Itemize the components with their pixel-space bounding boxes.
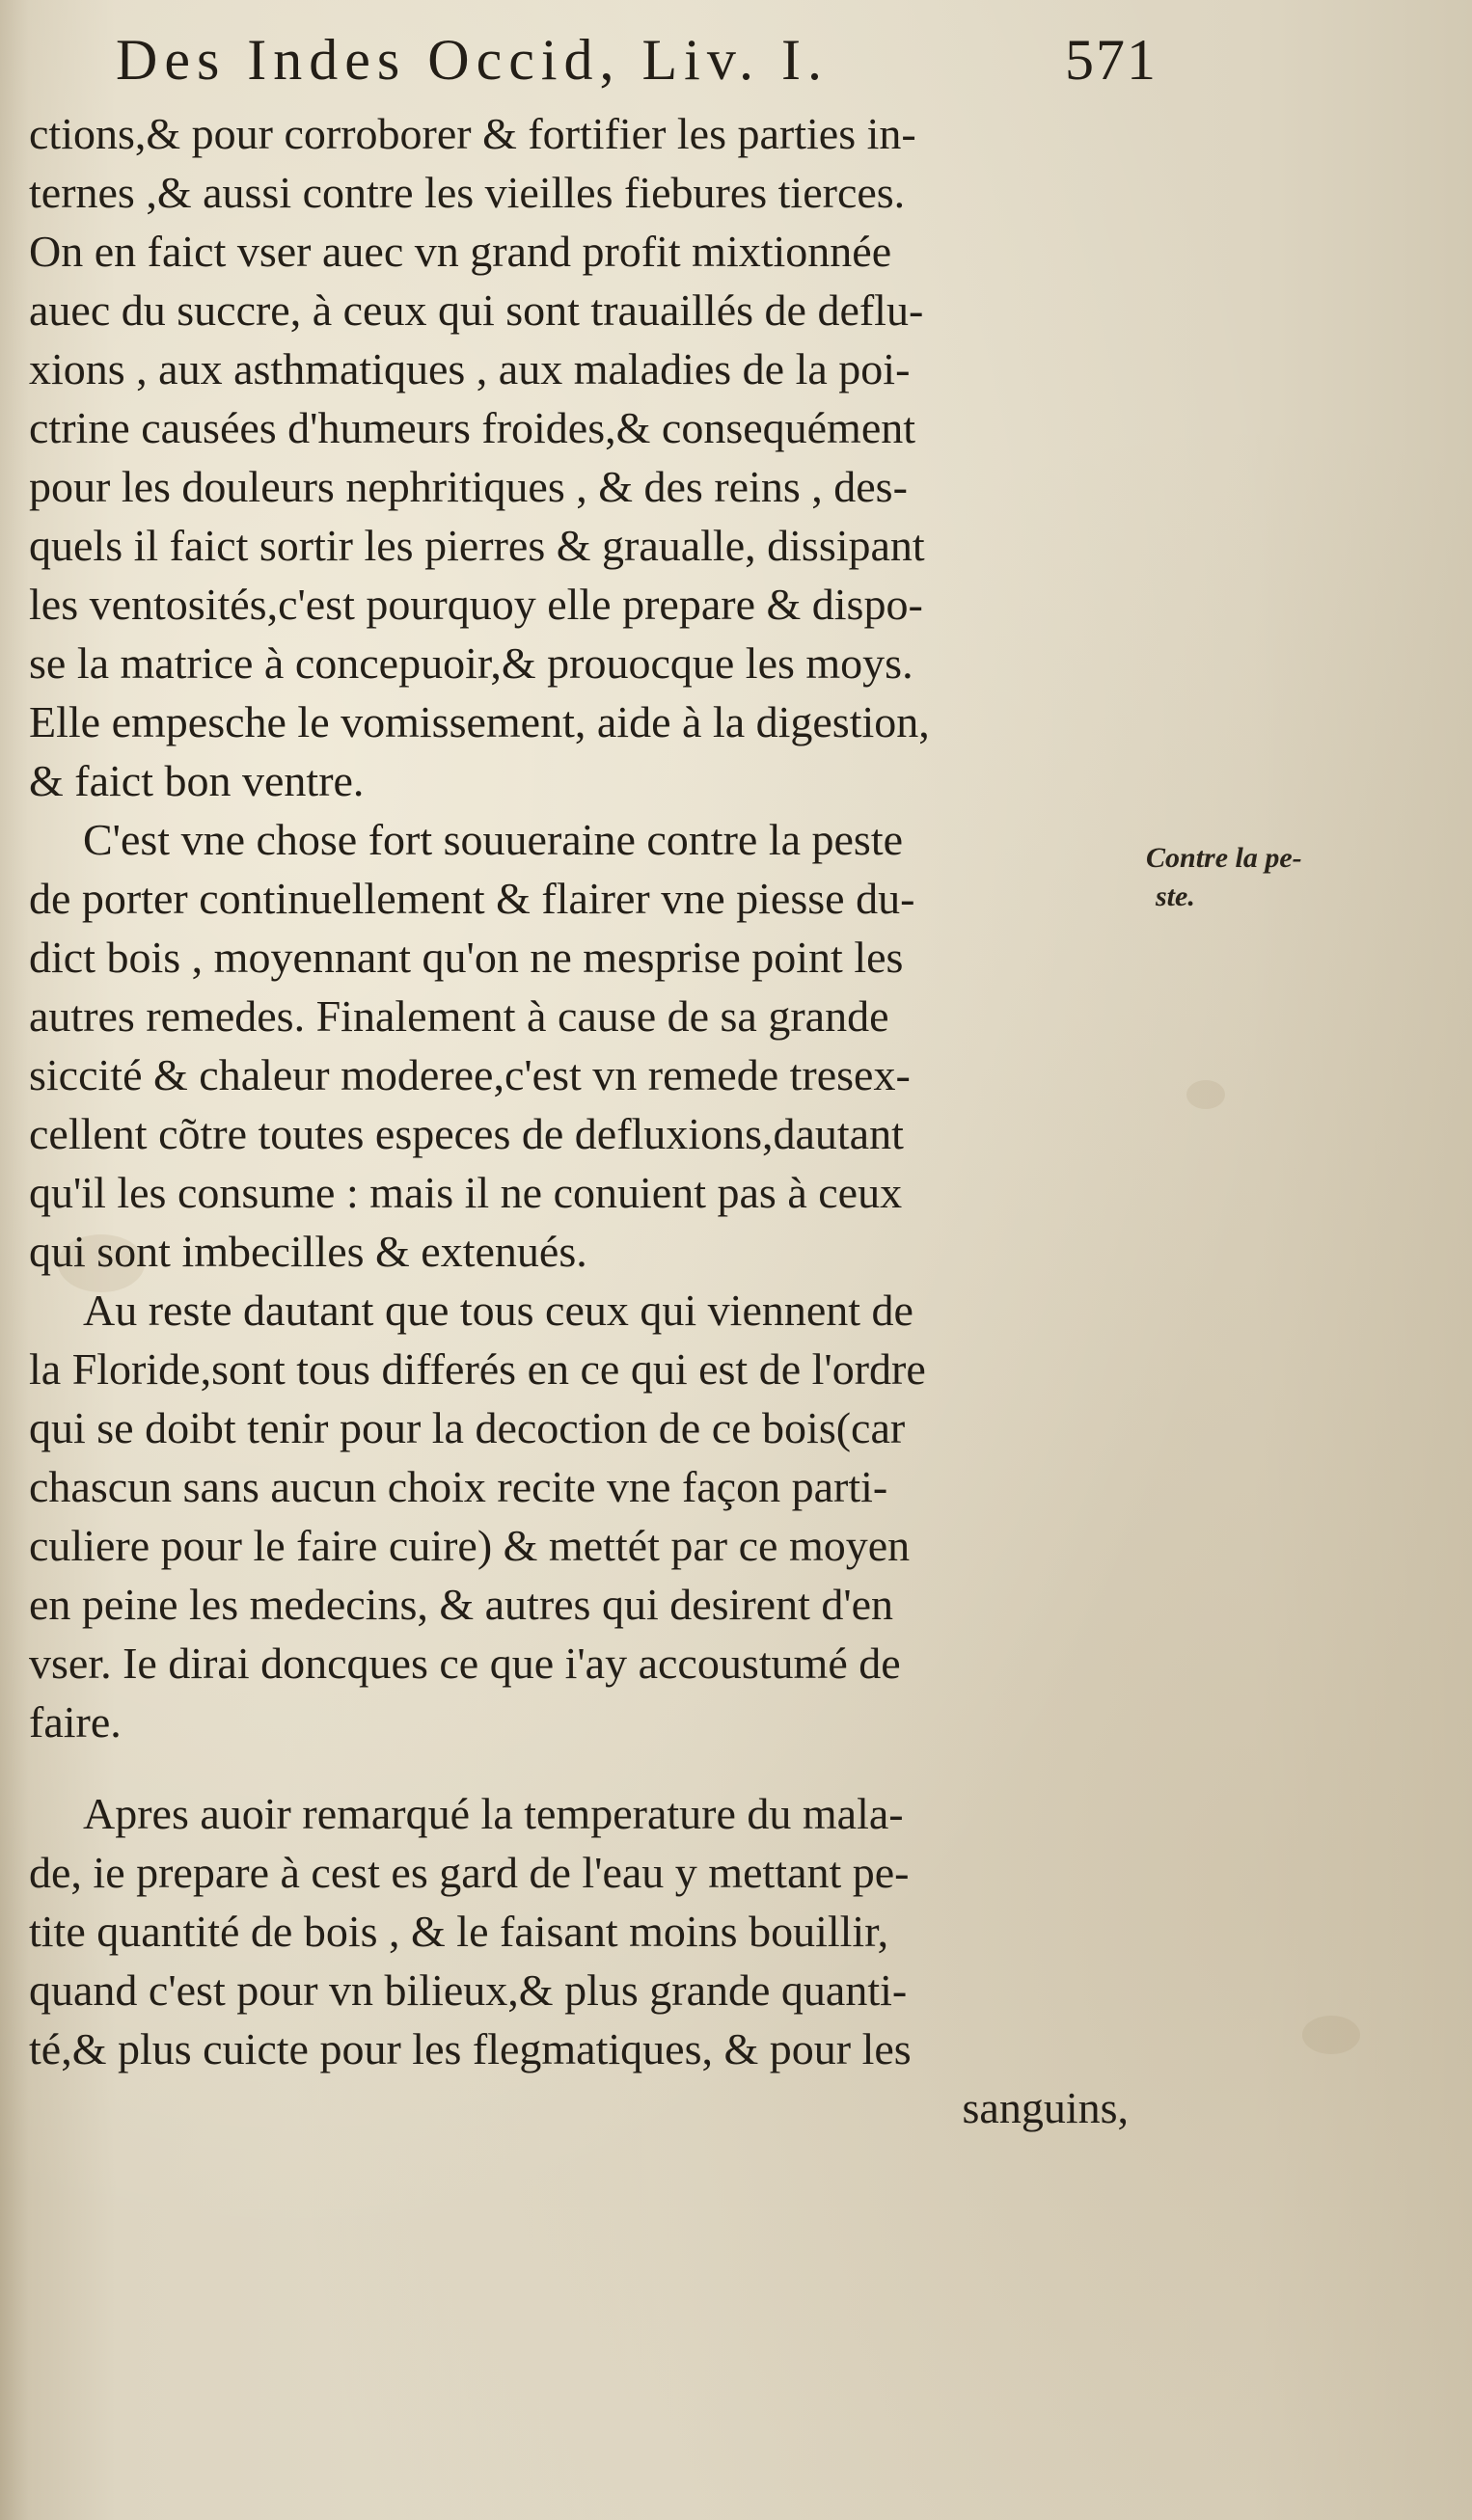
text-line: té,& plus cuicte pour les flegmatiques, & pour les <box>29 2024 912 2073</box>
text-line: faire. <box>29 1697 122 1747</box>
text-line: Elle empesche le vomissement, aide à la digestion, <box>29 697 930 746</box>
text-line: qu'il les consume : mais il ne conuient pas à ceux <box>29 1168 903 1217</box>
marginal-note-line: ste. <box>1156 881 1195 912</box>
text-line: autres remedes. Finalement à cause de sa grande <box>29 991 889 1041</box>
text-line: en peine les medecins, & autres qui desirent d'en <box>29 1580 894 1629</box>
text-line: vser. Ie dirai doncques ce que i'ay accoustumé de <box>29 1639 901 1688</box>
running-head <box>116 21 1158 98</box>
marginal-note-line: Contre la pe- <box>1146 842 1302 874</box>
text-line: la Floride,sont tous differés en ce qui est de l'ordre <box>29 1344 926 1394</box>
paragraph-start: Au reste dautant que tous ceux qui viennent de <box>83 1286 913 1335</box>
text-line: pour les douleurs nephritiques , & des reins , des- <box>29 462 908 511</box>
text-line: dict bois , moyennant qu'on ne mesprise point les <box>29 933 904 982</box>
text-line: de porter continuellement & flairer vne piesse du- <box>29 874 915 923</box>
text-line: les ventosités,c'est pourquoy elle prepare & dispo- <box>29 580 923 629</box>
body-text <box>29 104 1138 2137</box>
paper-stain <box>1302 2016 1360 2054</box>
text-line: ternes ,& aussi contre les vieilles fiebures tierces. <box>29 168 906 217</box>
catchword: sanguins, <box>962 2083 1129 2132</box>
text-line: & faict bon ventre. <box>29 756 365 805</box>
text-line: ctions,& pour corroborer & fortifier les parties in- <box>29 109 916 158</box>
text-line: ctrine causées d'humeurs froides,& consequément <box>29 403 916 452</box>
paper-stain <box>1186 1080 1225 1109</box>
paragraph-start: Apres auoir remarqué la temperature du mala- <box>83 1789 904 1838</box>
page-number: 571 <box>1065 28 1158 92</box>
text-line: quand c'est pour vn bilieux,& plus grande quanti- <box>29 1965 908 2015</box>
text-line: tite quantité de bois , & le faisant moins bouillir, <box>29 1907 889 1956</box>
text-line: siccité & chaleur moderee,c'est vn remede tresex- <box>29 1050 911 1099</box>
text-line: auec du succre, à ceux qui sont trauaillés de deflu- <box>29 285 924 335</box>
text-line: de, ie prepare à cest es gard de l'eau y mettant pe- <box>29 1848 910 1897</box>
text-line: se la matrice à concepuoir,& prouocque les moys. <box>29 638 913 688</box>
text-line: xions , aux asthmatiques , aux maladies de la poi- <box>29 344 911 393</box>
text-line: chascun sans aucun choix recite vne façon parti- <box>29 1462 888 1511</box>
running-title: Des Indes Occid, Liv. I. <box>116 28 829 92</box>
text-line: qui sont imbecilles & extenués. <box>29 1227 587 1276</box>
marginal-note <box>1146 839 1368 916</box>
text-line: On en faict vser auec vn grand profit mixtionnée <box>29 227 892 276</box>
paragraph-gap <box>29 1751 1138 1784</box>
text-line: cellent cõtre toutes especes de defluxions,dautant <box>29 1109 904 1158</box>
text-line: quels il faict sortir les pierres & graualle, dissipant <box>29 521 925 570</box>
text-line: culiere pour le faire cuire) & mettét par ce moyen <box>29 1521 911 1570</box>
text-line: qui se doibt tenir pour la decoction de ce bois(car <box>29 1403 906 1452</box>
paragraph-start: C'est vne chose fort souueraine contre la peste <box>83 815 904 864</box>
